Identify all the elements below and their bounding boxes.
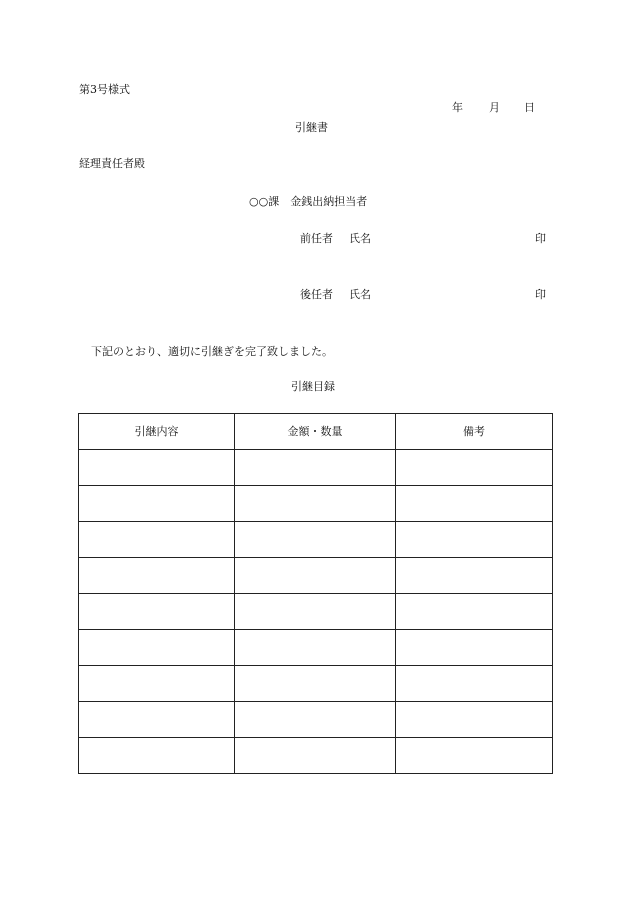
table-cell <box>235 558 396 594</box>
table-row <box>79 630 553 666</box>
table-cell <box>235 630 396 666</box>
table-row <box>79 702 553 738</box>
predecessor-label: 前任者 <box>300 232 333 245</box>
table-cell <box>396 666 553 702</box>
table-cell <box>235 666 396 702</box>
date-line <box>452 102 535 113</box>
date-month-label: 月 <box>489 101 500 114</box>
table-row <box>79 450 553 486</box>
table-cell <box>235 594 396 630</box>
form-number: 第3号様式 <box>79 83 130 96</box>
body-text: 下記のとおり、適切に引継ぎを完了致しました。 <box>91 345 333 358</box>
table-header-row <box>79 414 553 450</box>
table-cell <box>79 630 235 666</box>
table-row <box>79 486 553 522</box>
table-cell <box>235 450 396 486</box>
table-cell <box>396 522 553 558</box>
table-row <box>79 666 553 702</box>
list-title: 引継目録 <box>291 380 335 393</box>
table-row <box>79 558 553 594</box>
date-year-label: 年 <box>452 101 463 114</box>
table-cell <box>79 522 235 558</box>
column-header: 引継内容 <box>79 414 235 450</box>
table-cell <box>79 486 235 522</box>
table-cell <box>396 702 553 738</box>
date-day-label: 日 <box>524 101 535 114</box>
table-cell <box>396 486 553 522</box>
table-cell <box>396 630 553 666</box>
table-cell <box>79 594 235 630</box>
table-cell <box>396 558 553 594</box>
table-cell <box>79 558 235 594</box>
table-cell <box>235 702 396 738</box>
table-cell <box>235 522 396 558</box>
predecessor-name-label: 氏名 <box>349 232 371 245</box>
handover-table <box>78 413 553 774</box>
department-line: ○○課 金銭出納担当者 <box>249 195 368 208</box>
column-header: 金額・数量 <box>235 414 396 450</box>
predecessor-seal-mark: 印 <box>535 232 546 245</box>
table-cell <box>79 702 235 738</box>
successor-label: 後任者 <box>300 288 333 301</box>
table-cell <box>396 738 553 774</box>
table-row <box>79 594 553 630</box>
table-cell <box>79 666 235 702</box>
table-row <box>79 738 553 774</box>
document-title: 引継書 <box>295 121 328 134</box>
recipient: 経理責任者殿 <box>79 157 145 170</box>
table-cell <box>396 450 553 486</box>
successor-name-label: 氏名 <box>349 288 371 301</box>
table-row <box>79 522 553 558</box>
table-cell <box>79 738 235 774</box>
column-header: 備考 <box>396 414 553 450</box>
table-cell <box>79 450 235 486</box>
table-cell <box>235 486 396 522</box>
table-cell <box>235 738 396 774</box>
table-cell <box>396 594 553 630</box>
successor-seal-mark: 印 <box>535 288 546 301</box>
